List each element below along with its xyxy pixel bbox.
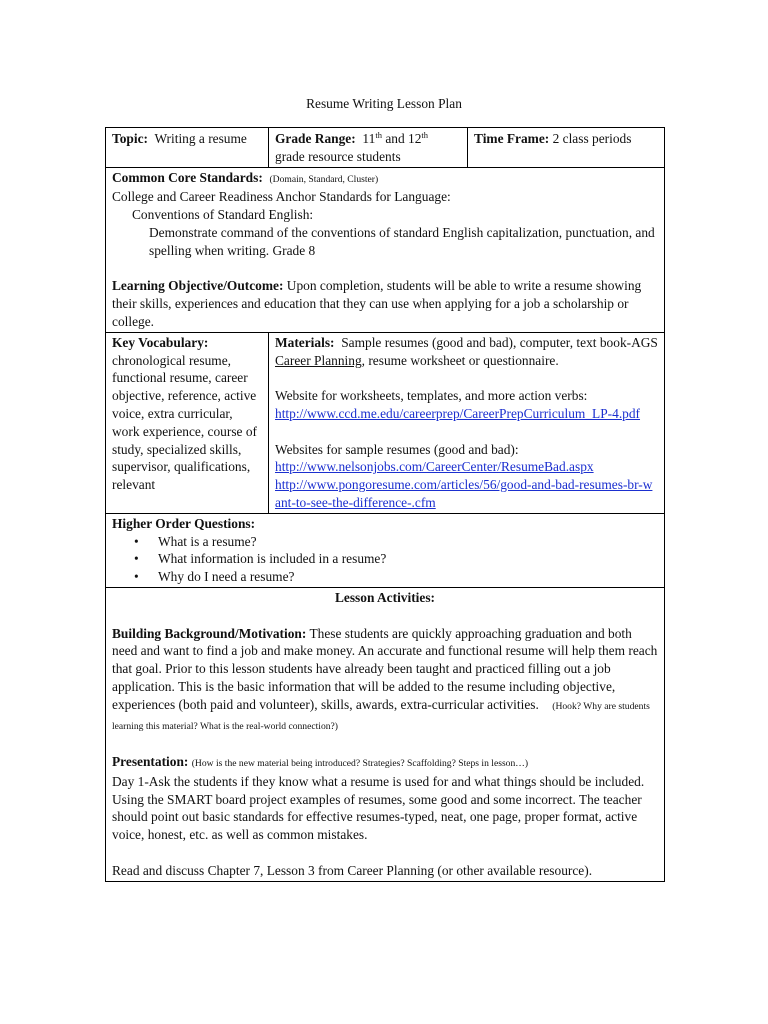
questions-cell	[106, 513, 665, 587]
materials-text-b: , resume worksheet or questionnaire.	[361, 352, 559, 368]
standards-label: Common Core Standards:	[112, 169, 263, 185]
reading-assignment: Read and discuss Chapter 7, Lesson 3 from Career Planning (or other available resource).	[112, 862, 593, 878]
activities-row	[106, 587, 665, 881]
presentation	[112, 753, 658, 773]
activities-heading: Lesson Activities:	[334, 589, 436, 605]
background-text: These students are quickly approaching graduation and both need and want to find a job and make money. An accurate and functional resume will help them reach that goal. Prior to this lesson students have already been taught and practiced filling out a job application. This is the basic information that will be added to the resume including objective, experiences (both paid and volunteer), skills, awards, extra-curricular activities.	[112, 625, 658, 712]
header-row	[106, 128, 665, 168]
lesson-plan-table	[105, 127, 665, 882]
ccd-curriculum-link[interactable]: http://www.ccd.me.edu/careerprep/CareerPrepCurriculum_LP-4.pdf	[275, 405, 641, 421]
vocabulary-cell	[106, 332, 269, 513]
background-note: (Hook? Why are students learning this material? What is the real-world connection?)	[112, 700, 650, 732]
background-label: Building Background/Motivation:	[112, 625, 307, 641]
career-planning-title: Career Planning	[275, 352, 362, 368]
building-background	[112, 625, 658, 736]
questions-list	[112, 533, 658, 586]
grade-description: grade resource students	[275, 148, 401, 164]
vocabulary-materials-row	[106, 332, 665, 513]
grade-range-label: Grade Range:	[275, 131, 356, 146]
document-title: Resume Writing Lesson Plan	[306, 96, 462, 111]
standards-note: (Domain, Standard, Cluster)	[269, 173, 379, 185]
grade-range-cell	[269, 128, 468, 168]
question-item: • What is a resume?	[158, 533, 658, 551]
topic-value: Writing a resume	[154, 131, 247, 146]
presentation-note: (How is the new material being introduced? Strategies? Scaffolding? Steps in lesson…)	[191, 758, 529, 770]
question-item: • Why do I need a resume?	[158, 568, 658, 586]
pongoresume-link[interactable]: http://www.pongoresume.com/articles/56/good-and-bad-resumes-br-want-to-see-the-difference-.cfm	[275, 477, 653, 510]
objective-label: Learning Objective/Outcome:	[112, 278, 284, 294]
sample-websites-intro: Websites for sample resumes (good and bad):	[275, 441, 519, 457]
nelsonjobs-link[interactable]: http://www.nelsonjobs.com/CareerCenter/ResumeBad.aspx	[275, 459, 594, 475]
standards-description: Demonstrate command of the conventions of standard English capitalization, punctuation, and spelling when writing. Grade 8	[149, 224, 655, 258]
question-item: • What information is included in a resume?	[158, 550, 658, 568]
grade-number-12: 12	[408, 131, 422, 146]
topic-label: Topic:	[112, 131, 148, 146]
standards-conventions: Conventions of Standard English:	[132, 207, 314, 223]
grade-suffix-11: th	[375, 130, 382, 140]
worksheet-websites-intro: Website for worksheets, templates, and more action verbs:	[275, 388, 588, 404]
materials-cell	[269, 332, 665, 513]
vocabulary-text: chronological resume, functional resume, career objective, reference, active voice, extra curricular, work experience, course of study, specialized skills, supervisor, qualifications, relevant	[112, 352, 257, 493]
grade-number-11: 11	[362, 131, 376, 146]
objective-text: Upon completion, students will be able to write a resume showing their skills, experiences and education that they can use when applying for a job a scholarship or college.	[112, 278, 642, 329]
presentation-text: Day 1-Ask the students if they know what a resume is used for and what things should be included. Using the SMART board project examples of resumes, some good and some incorrect. The teacher should point out basic standards for effective resumes-typed, neat, one page, proper format, active voice, honest, etc. as well as common mistakes.	[112, 773, 645, 843]
topic-cell	[106, 128, 269, 168]
standards-anchor: College and Career Readiness Anchor Standards for Language:	[112, 189, 451, 205]
materials-text-a: Sample resumes (good and bad), computer, text book-AGS	[341, 334, 658, 350]
time-frame-cell	[468, 128, 665, 168]
materials-label: Materials:	[275, 334, 335, 350]
vocabulary-label: Key Vocabulary:	[112, 334, 209, 350]
presentation-label: Presentation:	[112, 754, 189, 770]
grade-and: and	[385, 131, 405, 146]
time-frame-label: Time Frame:	[474, 131, 550, 146]
questions-label: Higher Order Questions:	[112, 515, 256, 531]
standards-row	[106, 167, 665, 332]
time-frame-value: 2 class periods	[552, 131, 632, 146]
questions-row	[106, 513, 665, 587]
learning-objective	[112, 277, 658, 330]
activities-cell	[106, 587, 665, 881]
grade-suffix-12: th	[421, 130, 429, 140]
standards-cell	[106, 167, 665, 332]
